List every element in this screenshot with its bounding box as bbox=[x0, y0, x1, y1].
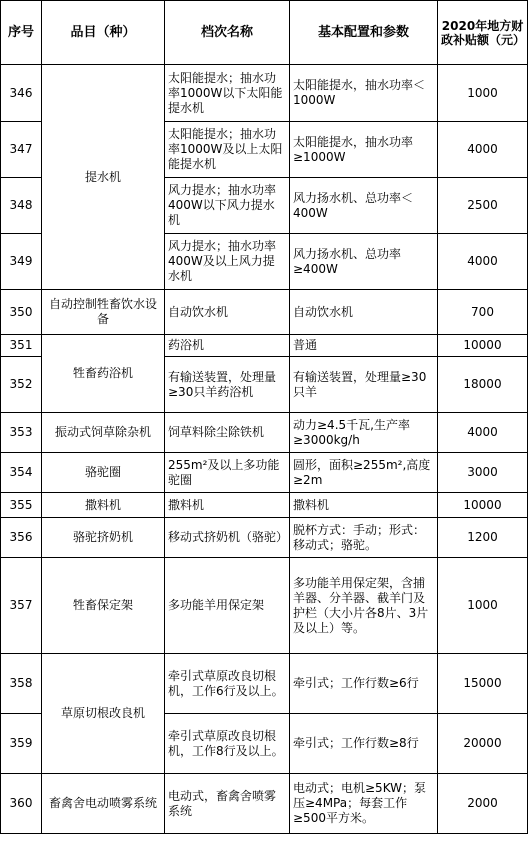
table-row bbox=[1, 654, 528, 714]
subsidy-cell: 4000 bbox=[438, 234, 528, 290]
config-cell: 撒料机 bbox=[290, 493, 438, 518]
grade-cell: 255m²及以上多功能驼圈 bbox=[165, 453, 290, 493]
seq-cell: 357 bbox=[1, 558, 42, 654]
config-cell: 有输送装置，处理量≥30只羊 bbox=[290, 357, 438, 413]
category-cell: 牲畜保定架 bbox=[42, 558, 165, 654]
header-subsidy: 2020年地方财政补贴额（元） bbox=[438, 1, 528, 65]
grade-cell: 风力提水；抽水功率400W及以上风力提水机 bbox=[165, 234, 290, 290]
seq-cell: 346 bbox=[1, 65, 42, 122]
seq-cell: 360 bbox=[1, 774, 42, 834]
config-cell: 太阳能提水，抽水功率≥1000W bbox=[290, 122, 438, 178]
subsidy-cell: 700 bbox=[438, 290, 528, 335]
grade-cell: 风力提水；抽水功率400W以下风力提水机 bbox=[165, 178, 290, 234]
seq-cell: 352 bbox=[1, 357, 42, 413]
table-row bbox=[1, 453, 528, 493]
subsidy-cell: 10000 bbox=[438, 493, 528, 518]
grade-cell: 电动式，畜禽舍喷雾系统 bbox=[165, 774, 290, 834]
category-cell: 提水机 bbox=[42, 65, 165, 290]
subsidy-cell: 1200 bbox=[438, 518, 528, 558]
config-cell: 脱杯方式：手动；形式：移动式；骆驼。 bbox=[290, 518, 438, 558]
seq-cell: 358 bbox=[1, 654, 42, 714]
seq-cell: 355 bbox=[1, 493, 42, 518]
subsidy-cell: 2000 bbox=[438, 774, 528, 834]
config-cell: 自动饮水机 bbox=[290, 290, 438, 335]
header-seq: 序号 bbox=[1, 1, 42, 65]
grade-cell: 牵引式草原改良切根机，工作6行及以上。 bbox=[165, 654, 290, 714]
table-row bbox=[1, 493, 528, 518]
seq-cell: 354 bbox=[1, 453, 42, 493]
subsidy-cell: 18000 bbox=[438, 357, 528, 413]
header-config: 基本配置和参数 bbox=[290, 1, 438, 65]
grade-cell: 太阳能提水；抽水功率1000W以下太阳能提水机 bbox=[165, 65, 290, 122]
table-header-row bbox=[1, 1, 528, 65]
category-cell: 自动控制牲畜饮水设备 bbox=[42, 290, 165, 335]
seq-cell: 347 bbox=[1, 122, 42, 178]
table-row bbox=[1, 290, 528, 335]
table-row bbox=[1, 774, 528, 834]
config-cell: 圆形，面积≥255m²,高度≥2m bbox=[290, 453, 438, 493]
subsidy-cell: 10000 bbox=[438, 335, 528, 357]
config-cell: 动力≥4.5千瓦,生产率≥3000kg/h bbox=[290, 413, 438, 453]
config-cell: 风力扬水机、总功率＜400W bbox=[290, 178, 438, 234]
category-cell: 草原切根改良机 bbox=[42, 654, 165, 774]
grade-cell: 有输送装置，处理量≥30只羊药浴机 bbox=[165, 357, 290, 413]
category-cell: 振动式饲草除杂机 bbox=[42, 413, 165, 453]
seq-cell: 348 bbox=[1, 178, 42, 234]
subsidy-cell: 4000 bbox=[438, 122, 528, 178]
config-cell: 电动式；电机≥5KW；泵压≥4MPa；每套工作≥500平方米。 bbox=[290, 774, 438, 834]
subsidy-cell: 4000 bbox=[438, 413, 528, 453]
config-cell: 牵引式；工作行数≥6行 bbox=[290, 654, 438, 714]
config-cell: 太阳能提水，抽水功率＜1000W bbox=[290, 65, 438, 122]
table-row bbox=[1, 558, 528, 654]
header-category: 品目（种） bbox=[42, 1, 165, 65]
grade-cell: 饲草料除尘除铁机 bbox=[165, 413, 290, 453]
config-cell: 风力扬水机、总功率≥400W bbox=[290, 234, 438, 290]
subsidy-cell: 15000 bbox=[438, 654, 528, 714]
subsidy-cell: 20000 bbox=[438, 714, 528, 774]
category-cell: 骆驼挤奶机 bbox=[42, 518, 165, 558]
category-cell: 骆驼圈 bbox=[42, 453, 165, 493]
subsidy-cell: 1000 bbox=[438, 65, 528, 122]
grade-cell: 多功能羊用保定架 bbox=[165, 558, 290, 654]
category-cell: 牲畜药浴机 bbox=[42, 335, 165, 413]
seq-cell: 359 bbox=[1, 714, 42, 774]
grade-cell: 药浴机 bbox=[165, 335, 290, 357]
subsidy-cell: 3000 bbox=[438, 453, 528, 493]
subsidy-cell: 2500 bbox=[438, 178, 528, 234]
table-row bbox=[1, 335, 528, 357]
category-cell: 畜禽舍电动喷雾系统 bbox=[42, 774, 165, 834]
grade-cell: 太阳能提水；抽水功率1000W及以上太阳能提水机 bbox=[165, 122, 290, 178]
category-cell: 撒料机 bbox=[42, 493, 165, 518]
seq-cell: 349 bbox=[1, 234, 42, 290]
grade-cell: 牵引式草原改良切根机，工作8行及以上。 bbox=[165, 714, 290, 774]
subsidy-cell: 1000 bbox=[438, 558, 528, 654]
grade-cell: 移动式挤奶机（骆驼） bbox=[165, 518, 290, 558]
table-row bbox=[1, 65, 528, 122]
grade-cell: 自动饮水机 bbox=[165, 290, 290, 335]
table-row bbox=[1, 413, 528, 453]
grade-cell: 撒料机 bbox=[165, 493, 290, 518]
seq-cell: 353 bbox=[1, 413, 42, 453]
seq-cell: 350 bbox=[1, 290, 42, 335]
header-grade: 档次名称 bbox=[165, 1, 290, 65]
seq-cell: 356 bbox=[1, 518, 42, 558]
seq-cell: 351 bbox=[1, 335, 42, 357]
table-row bbox=[1, 518, 528, 558]
config-cell: 多功能羊用保定架，含捕羊器、分羊器、截羊门及护栏（大小片各8片、3片及以上）等。 bbox=[290, 558, 438, 654]
config-cell: 普通 bbox=[290, 335, 438, 357]
config-cell: 牵引式；工作行数≥8行 bbox=[290, 714, 438, 774]
